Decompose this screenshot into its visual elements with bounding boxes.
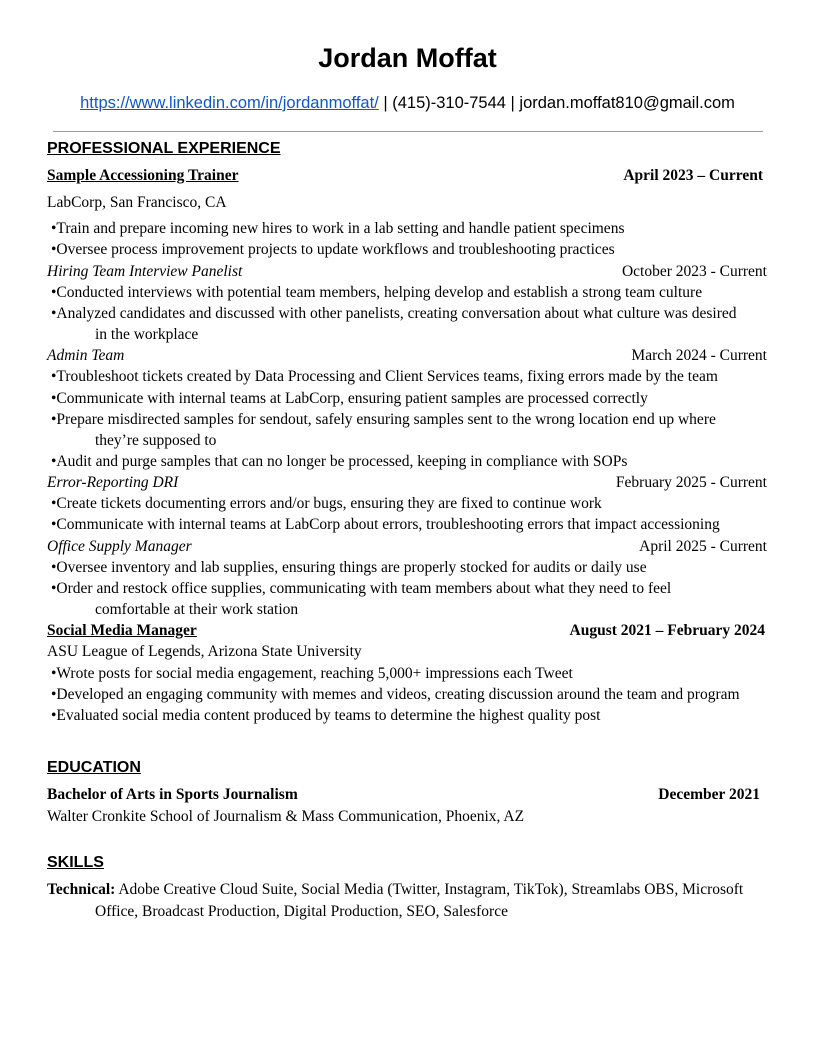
bullet: •Order and restock office supplies, communicating with team members about what they need to feel bbox=[51, 580, 672, 597]
skills-heading: SKILLS bbox=[47, 854, 104, 871]
job-org: ASU League of Legends, Arizona State University bbox=[47, 643, 362, 660]
job-title: Sample Accessioning Trainer bbox=[47, 167, 239, 184]
degree: Bachelor of Arts in Sports Journalism bbox=[47, 786, 298, 803]
header-divider bbox=[53, 131, 763, 132]
role-dates: March 2024 - Current bbox=[631, 347, 767, 364]
bullet: •Train and prepare incoming new hires to work in a lab setting and handle patient specimens bbox=[51, 220, 625, 237]
bullet-continuation: comfortable at their work station bbox=[95, 601, 299, 618]
school: Walter Cronkite School of Journalism & Mass Communication, Phoenix, AZ bbox=[47, 808, 525, 825]
skills-line bbox=[47, 881, 743, 899]
skills-continuation: Office, Broadcast Production, Digital Production, SEO, Salesforce bbox=[95, 903, 508, 920]
bullet: •Conducted interviews with potential team members, helping develop and establish a strong team culture bbox=[51, 284, 703, 301]
bullet: •Create tickets documenting errors and/or bugs, ensuring they are fixed to continue work bbox=[51, 495, 602, 512]
bullet: •Communicate with internal teams at LabCorp, ensuring patient samples are processed correctly bbox=[51, 390, 648, 407]
bullet: •Oversee inventory and lab supplies, ensuring things are properly stocked for audits or daily use bbox=[51, 559, 647, 576]
education-heading: EDUCATION bbox=[47, 759, 141, 776]
bullet: •Audit and purge samples that can no longer be processed, keeping in compliance with SOPs bbox=[51, 453, 628, 470]
role-title: Hiring Team Interview Panelist bbox=[47, 263, 243, 280]
bullet: •Wrote posts for social media engagement, reaching 5,000+ impressions each Tweet bbox=[51, 665, 573, 682]
linkedin-link[interactable]: https://www.linkedin.com/in/jordanmoffat/ bbox=[80, 94, 379, 112]
role-dates: February 2025 - Current bbox=[615, 474, 767, 491]
skills-label: Technical: bbox=[47, 881, 116, 898]
degree-date: December 2021 bbox=[658, 786, 760, 803]
bullet: •Communicate with internal teams at LabCorp about errors, troubleshooting errors that impact accessioning bbox=[51, 516, 720, 533]
bullet: •Evaluated social media content produced by teams to determine the highest quality post bbox=[51, 707, 601, 724]
bullet: •Analyzed candidates and discussed with other panelists, creating conversation about what culture was desired bbox=[51, 305, 737, 322]
role-dates: October 2023 - Current bbox=[621, 263, 767, 280]
bullet: •Developed an engaging community with memes and videos, creating discussion around the team and program bbox=[51, 686, 740, 703]
job-org: LabCorp, San Francisco, CA bbox=[47, 194, 227, 211]
job-title: Social Media Manager bbox=[47, 622, 197, 639]
contact-details: | (415)-310-7544 | jordan.moffat810@gmail.com bbox=[378, 94, 735, 112]
role-title: Error-Reporting DRI bbox=[47, 474, 179, 491]
bullet-continuation: they’re supposed to bbox=[95, 432, 217, 449]
candidate-name: Jordan Moffat bbox=[318, 43, 497, 73]
role-title: Office Supply Manager bbox=[47, 538, 192, 555]
experience-heading: PROFESSIONAL EXPERIENCE bbox=[47, 140, 281, 157]
job-dates: April 2023 – Current bbox=[623, 167, 763, 184]
bullet: •Oversee process improvement projects to update workflows and troubleshooting practices bbox=[51, 241, 615, 258]
bullet-continuation: in the workplace bbox=[95, 326, 199, 343]
skills-list: Adobe Creative Cloud Suite, Social Media (Twitter, Instagram, TikTok), Streamlabs OBS, Microsoft bbox=[115, 881, 744, 898]
contact-line bbox=[0, 94, 815, 113]
role-title: Admin Team bbox=[47, 347, 125, 364]
bullet: •Troubleshoot tickets created by Data Processing and Client Services teams, fixing errors made by the team bbox=[51, 368, 718, 385]
bullet: •Prepare misdirected samples for sendout, safely ensuring samples sent to the wrong location end up where bbox=[51, 411, 716, 428]
job-dates: August 2021 – February 2024 bbox=[569, 622, 765, 639]
role-dates: April 2025 - Current bbox=[639, 538, 767, 555]
